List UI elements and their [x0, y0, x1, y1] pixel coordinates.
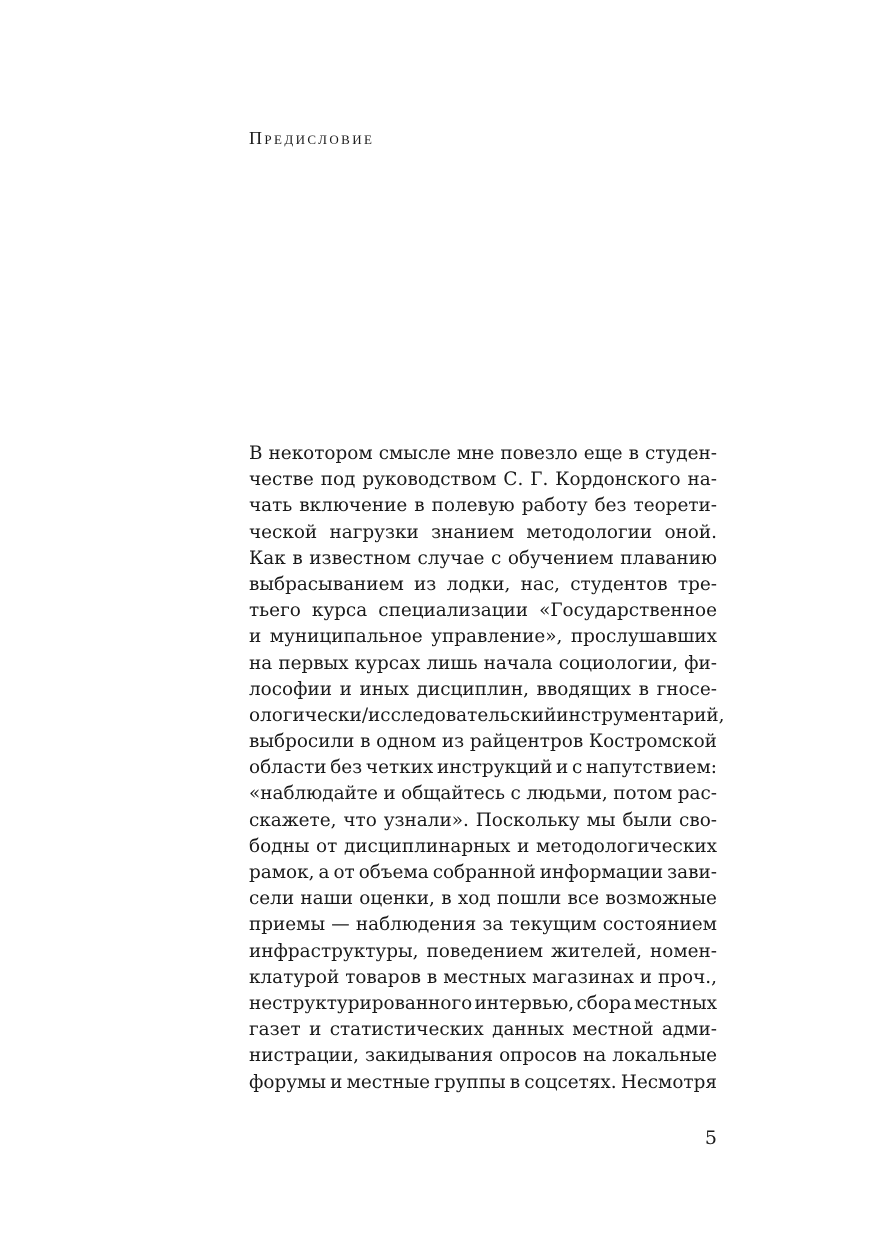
text-line: приемы — наблюдения за текущим состоянием: [249, 914, 717, 936]
chapter-title: Предисловие: [249, 128, 375, 148]
text-line: бодны от дисциплинарных и методологических: [249, 835, 717, 857]
text-line: тьего курса специализации «Государственное: [249, 600, 717, 622]
text-line: инфраструктуры, поведением жителей, номен-: [249, 940, 717, 962]
text-line: и муниципальное управление», прослушавших: [249, 626, 717, 648]
text-line: форумы и местные группы в соцсетях. Несмотря: [249, 1071, 717, 1093]
body-paragraph: [249, 441, 725, 1096]
text-line: рамок, а от объема собранной информации зави-: [249, 862, 717, 883]
text-line: сели наши оценки, в ход пошли все возможные: [249, 888, 717, 910]
page-number: 5: [704, 1127, 717, 1149]
text-line: газет и статистических данных местной адми-: [249, 1019, 717, 1041]
text-line: выбросили в одном из райцентров Костромской: [249, 731, 717, 753]
text-line: ческой нагрузки знанием методологии оной.: [249, 521, 717, 543]
text-line: честве под руководством С. Г. Кордонского на-: [249, 469, 717, 491]
text-line: области без четких инструкций и с напутствием:: [249, 757, 717, 779]
text-line: «наблюдайте и общайтесь с людьми, потом рас-: [249, 783, 717, 805]
text-line: скажете, что узнали». Поскольку мы были сво-: [249, 809, 717, 831]
text-line: ологически/исследовательский инструментарий,: [249, 704, 725, 726]
text-line: на первых курсах лишь начала социологии, фи-: [249, 652, 717, 674]
text-line: чать включение в полевую работу без теорети-: [249, 495, 717, 517]
text-line: В некотором смысле мне повезло еще в студен-: [249, 443, 717, 464]
text-line: Как в известном случае с обучением плаванию: [249, 547, 717, 569]
text-line: неструктурированного интервью, сбора местных: [249, 992, 717, 1014]
text-line: выбрасыванием из лодки, нас, студентов тре-: [249, 573, 717, 595]
text-line: лософии и иных дисциплин, вводящих в гносе-: [249, 678, 717, 700]
text-line: клатурой товаров в местных магазинах и проч.,: [249, 966, 717, 988]
text-line: нистрации, закидывания опросов на локальные: [249, 1045, 717, 1067]
